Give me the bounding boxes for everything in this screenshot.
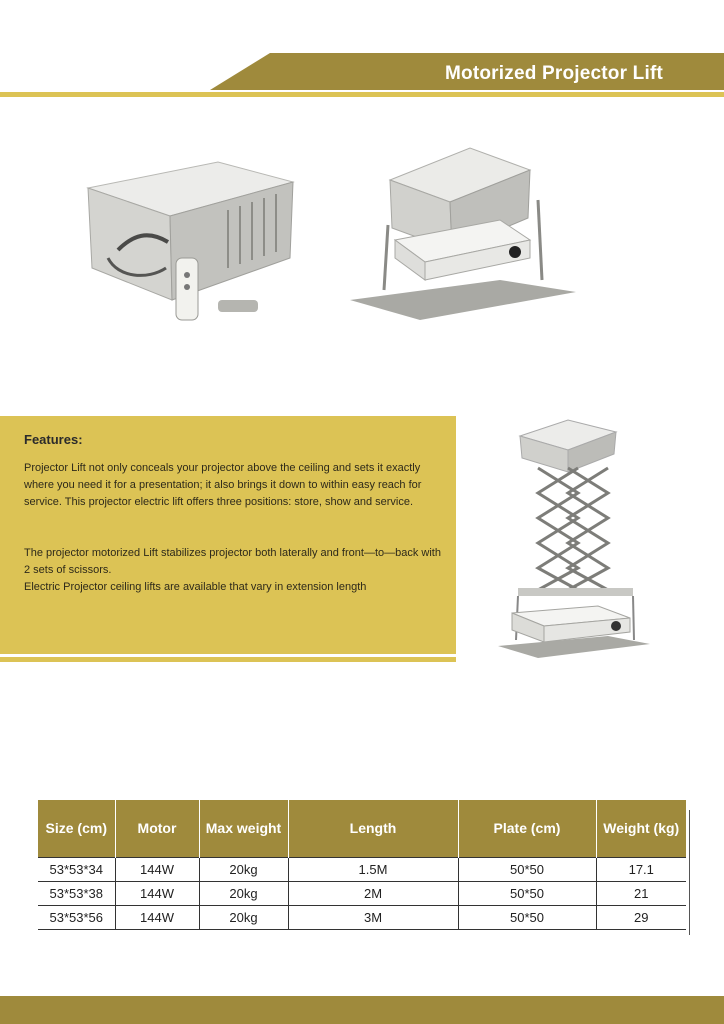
table-cell: 53*53*38: [38, 882, 115, 906]
table-cell: 20kg: [199, 906, 288, 930]
table-cell: 50*50: [458, 858, 596, 882]
table-cell: 144W: [115, 906, 199, 930]
table-row: [38, 882, 686, 906]
table-row: [38, 906, 686, 930]
table-cell: 17.1: [596, 858, 686, 882]
column-header-plate: Plate (cm): [458, 800, 596, 858]
table-header-row: [38, 800, 686, 858]
features-panel: [0, 416, 456, 654]
table-cell: 2M: [288, 882, 458, 906]
features-divider: [0, 657, 456, 662]
table-side-rule: [689, 810, 690, 935]
features-paragraph-1: Projector Lift not only conceals your projector above the ceiling and sets it exactly where you need it for a presentation; it also brings it down to within easy reach for service. This projector electric lift offers three positions: store, show and service.: [24, 462, 422, 508]
scissor-lift-icon: [498, 418, 650, 658]
table-cell: 29: [596, 906, 686, 930]
features-title: Features:: [24, 432, 83, 447]
column-header-weight: Weight (kg): [596, 800, 686, 858]
page-title: Motorized Projector Lift: [445, 63, 664, 84]
features-paragraph-3: Electric Projector ceiling lifts are available that vary in extension length: [24, 581, 367, 593]
table-cell: 21: [596, 882, 686, 906]
footer-band: [0, 996, 724, 1024]
spec-table: [38, 800, 686, 930]
features-paragraph-2: The projector motorized Lift stabilizes projector both laterally and front—to—back with 2 sets of scissors.: [24, 547, 441, 576]
projector-lift-icon: [350, 140, 576, 355]
projector-lift-box-icon: [78, 150, 308, 330]
table-cell: 1.5M: [288, 858, 458, 882]
table-cell: 20kg: [199, 858, 288, 882]
header-band: [0, 0, 724, 100]
column-header-max-weight: Max weight: [199, 800, 288, 858]
column-header-motor: Motor: [115, 800, 199, 858]
table-row: [38, 858, 686, 882]
column-header-size: Size (cm): [38, 800, 115, 858]
table-cell: 50*50: [458, 906, 596, 930]
table-cell: 144W: [115, 858, 199, 882]
table-cell: 53*53*34: [38, 858, 115, 882]
table-cell: 144W: [115, 882, 199, 906]
column-header-length: Length: [288, 800, 458, 858]
table-cell: 20kg: [199, 882, 288, 906]
table-cell: 50*50: [458, 882, 596, 906]
table-cell: 53*53*56: [38, 906, 115, 930]
table-cell: 3M: [288, 906, 458, 930]
